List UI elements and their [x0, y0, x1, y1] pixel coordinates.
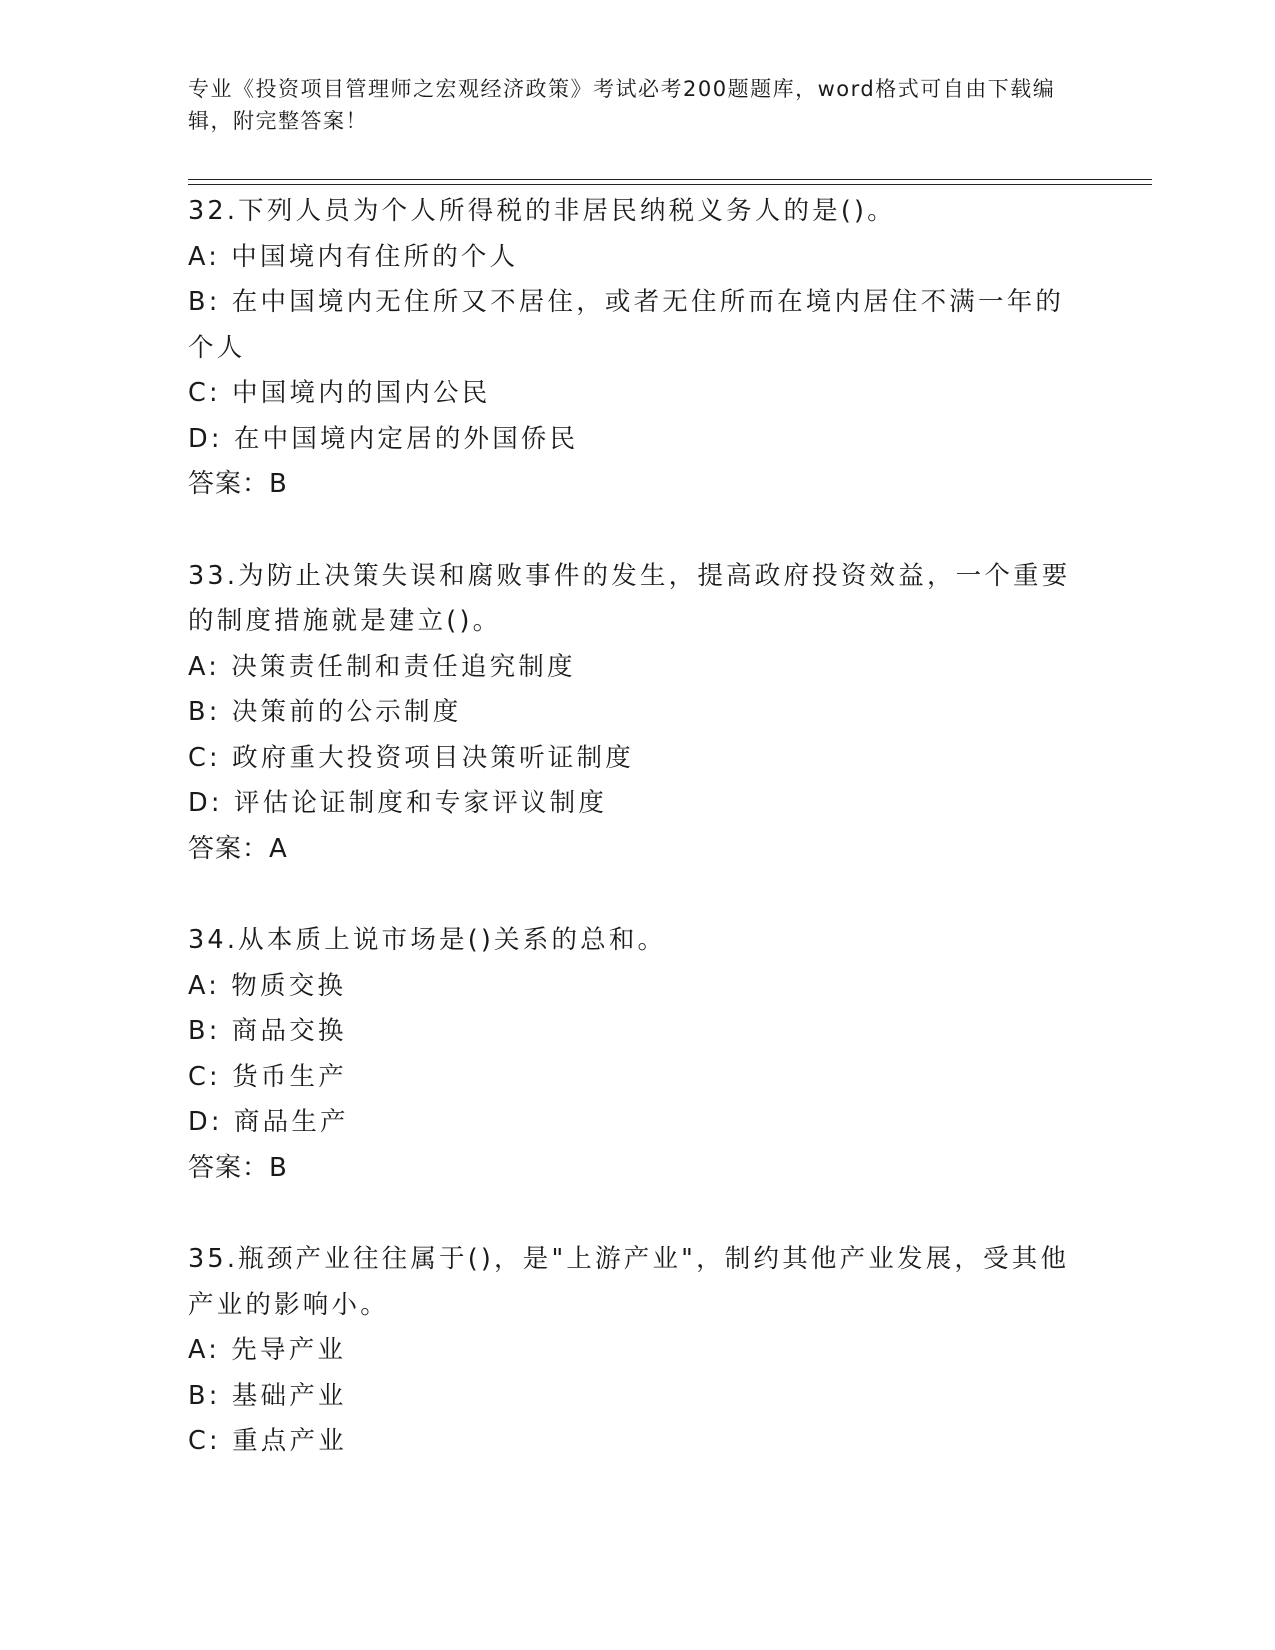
- question-text: 34.从本质上说市场是()关系的总和。: [188, 925, 667, 955]
- option-b: B: 决策前的公示制度: [188, 697, 462, 727]
- option-b: B: 在中国境内无住所又不居住，或者无住所而在境内居住不满一年的个人: [188, 287, 1065, 363]
- answer-line: 答案：B: [188, 469, 288, 499]
- option-d: D: 评估论证制度和专家评议制度: [188, 788, 608, 818]
- option-a: A: 物质交换: [188, 970, 347, 1001]
- option-b: B: 基础产业: [188, 1380, 347, 1411]
- option-a: A: 先导产业: [188, 1335, 347, 1365]
- answer-line: 答案：A: [188, 833, 288, 864]
- question-35: [188, 1237, 1088, 1465]
- question-33: [188, 554, 1088, 873]
- option-c: C: 重点产业: [188, 1426, 347, 1456]
- option-c: C: 货币生产: [188, 1061, 347, 1092]
- option-c: C: 政府重大投资项目决策听证制度: [188, 742, 634, 773]
- document-header: 专业《投资项目管理师之宏观经济政策》考试必考200题题库，word格式可自由下载编辑，附完整答案！: [188, 77, 1056, 133]
- header-divider-bottom: [188, 184, 1152, 185]
- option-d: D: 在中国境内定居的外国侨民: [188, 423, 579, 454]
- question-34: [188, 918, 1088, 1191]
- option-a: A: 中国境内有住所的个人: [188, 241, 519, 272]
- header-divider-top: [188, 179, 1152, 180]
- question-list: [188, 189, 1088, 1511]
- question-text: 35.瓶颈产业往往属于()，是"上游产业"，制约其他产业发展，受其他产业的影响小。: [188, 1244, 1070, 1320]
- option-a: A: 决策责任制和责任追究制度: [188, 651, 576, 682]
- question-32: [188, 189, 1088, 508]
- answer-line: 答案：B: [188, 1152, 288, 1183]
- question-text: 33.为防止决策失误和腐败事件的发生，提高政府投资效益，一个重要的制度措施就是建立()。: [188, 560, 1071, 636]
- option-d: D: 商品生产: [188, 1107, 349, 1137]
- option-b: B: 商品交换: [188, 1016, 347, 1046]
- option-c: C: 中国境内的国内公民: [188, 378, 491, 408]
- question-text: 32.下列人员为个人所得税的非居民纳税义务人的是()。: [188, 196, 896, 226]
